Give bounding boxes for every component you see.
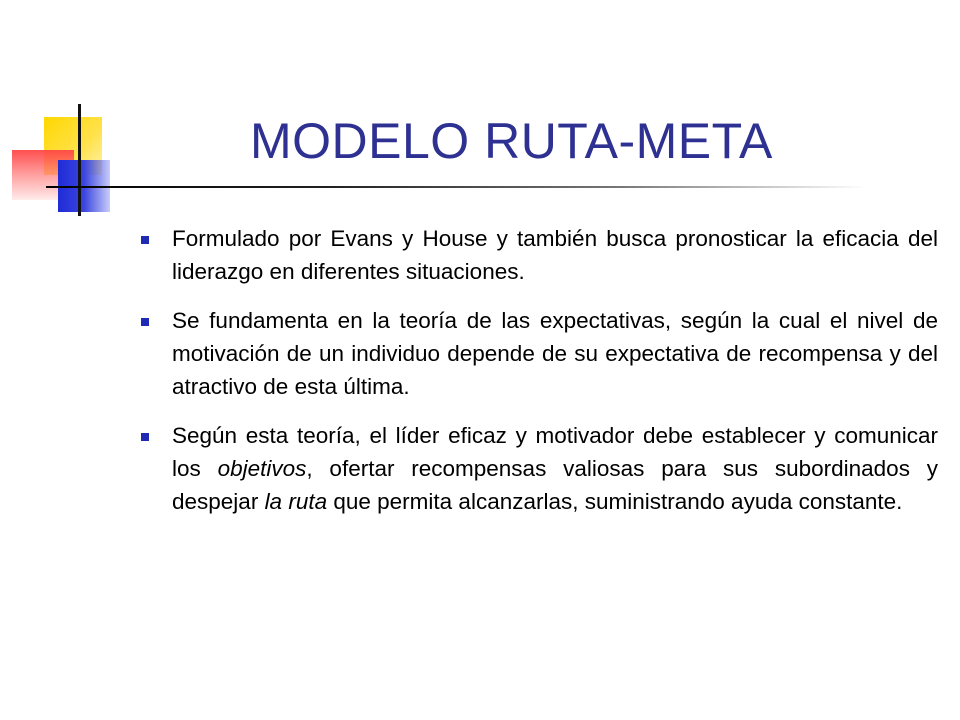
bullet-text-3-objetivos: objetivos (217, 456, 307, 481)
slide-title: MODELO RUTA-META (250, 113, 773, 169)
bullet-text-2: Se fundamenta en la teoría de las expectativas, según la cual el nivel de motivación de un individuo depende de su expectativa de recompensa y del atractivo de esta última. (172, 308, 938, 399)
bullet-text-3-part-1: Según esta teoría, el líder eficaz y motivador debe establecer y comunicar los (172, 423, 938, 481)
bullet-text-1: Formulado por Evans y House y también busca pronosticar la eficacia del liderazgo en diferentes situaciones. (172, 226, 938, 284)
bullet-item-3 (136, 419, 938, 518)
square-bullet-icon (141, 433, 149, 441)
title-underline (46, 186, 866, 188)
square-bullet-icon (141, 318, 149, 326)
bullet-item-1 (136, 222, 938, 288)
bullet-text-3-la-ruta: la ruta (264, 489, 328, 514)
square-bullet-icon (141, 236, 149, 244)
bullet-text-3-part-2: , ofertar recompensas valiosas para sus subordinados y despejar (172, 456, 938, 514)
bullet-text-3-part-3: que permita alcanzarlas, suministrando ayuda constante. (327, 489, 903, 514)
bullet-item-2 (136, 304, 938, 403)
vertical-divider-line (78, 104, 81, 216)
bullet-list (136, 222, 938, 534)
